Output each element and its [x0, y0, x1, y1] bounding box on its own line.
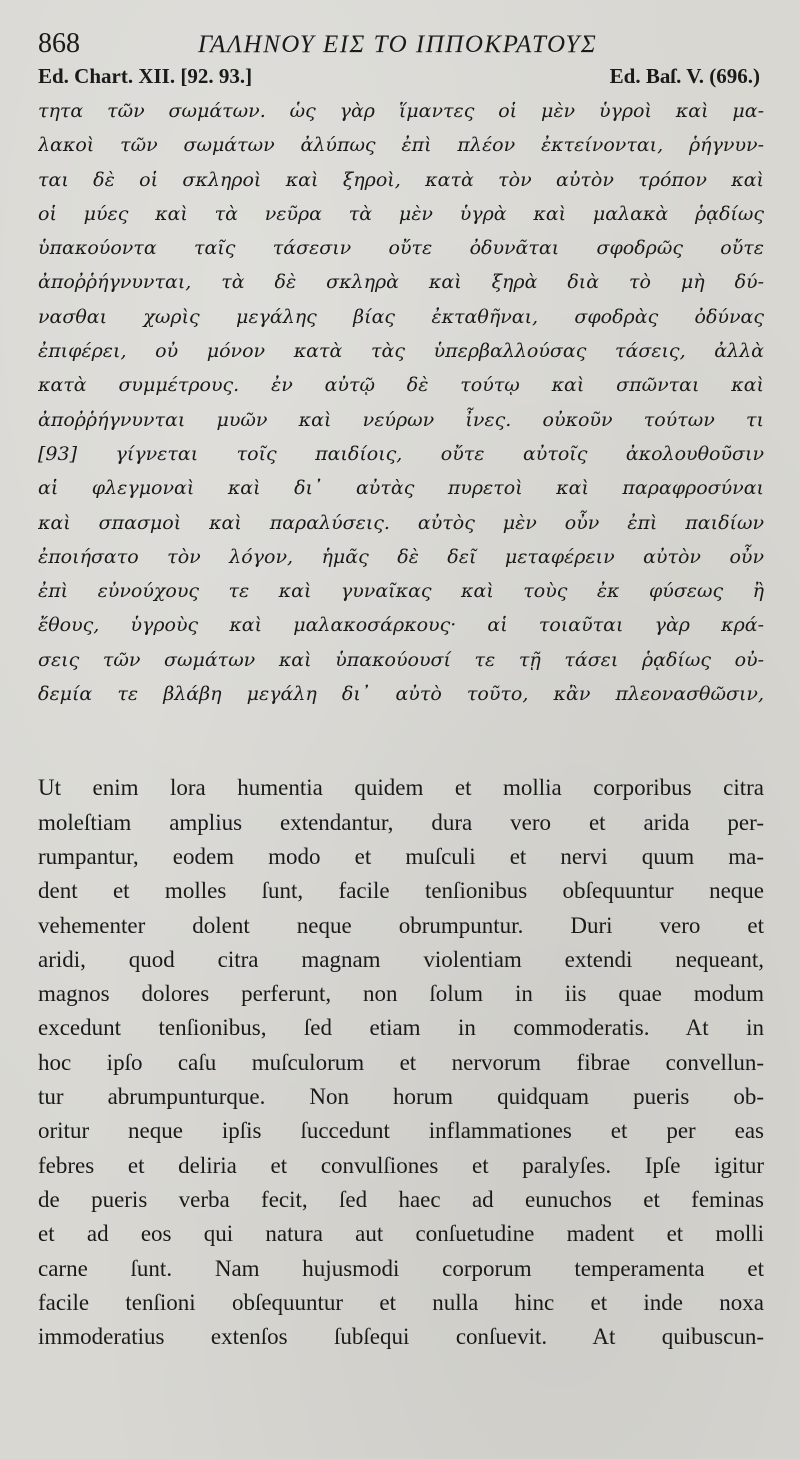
greek-text-block — [38, 94, 764, 711]
greek-text-line: ἔθους, ὑγροὺς καὶ μαλακοσάρκους· αἱ τοιαῦται γὰρ κρά- — [38, 614, 764, 637]
greek-text-line: [93] γίγνεται τοῖς παιδίοις, οὔτε αὐτοῖς ἀκολουθοῦσιν — [38, 442, 764, 465]
greek-text-line: ἐπὶ εὐνούχους τε καὶ γυναῖκας καὶ τοὺς ἐκ φύσεως ἢ — [38, 580, 764, 603]
greek-text-line: δεμία τε βλάβη μεγάλη δι᾽ αὐτὸ τοῦτο, κἂν πλεονασθῶσιν, — [38, 683, 764, 706]
running-head — [38, 28, 764, 64]
latin-text-line: excedunt tenſionibus, ſed etiam in commoderatis. At in — [38, 1015, 764, 1041]
running-title: ΓΑΛΗΝΟΥ ΕΙΣ ΤΟ ΙΠΠΟΚΡΑΤΟΥΣ — [198, 31, 598, 58]
greek-text-line: αἱ φλεγμοναὶ καὶ δι᾽ αὐτὰς πυρετοὶ καὶ παραφροσύναι — [38, 477, 764, 500]
greek-text-line: ἐπιφέρει, οὐ μόνον κατὰ τὰς ὑπερβαλλούσας τάσεις, ἀλλὰ — [38, 340, 764, 363]
greek-text-line: οἱ μύες καὶ τὰ νεῦρα τὰ μὲν ὑγρὰ καὶ μαλακὰ ῥᾳδίως — [38, 202, 764, 225]
page-number: 868 — [38, 28, 80, 59]
latin-text-line: Ut enim lora humentia quidem et mollia corporibus citra — [38, 775, 764, 801]
latin-text-line: hoc ipſo caſu muſculorum et nervorum fibrae convellun- — [38, 1049, 764, 1075]
latin-text-line: oritur neque ipſis ſuccedunt inflammationes et per eas — [38, 1118, 764, 1144]
greek-text-line: ἀποῤῥήγνυνται μυῶν καὶ νεύρων ἶνες. οὐκοῦν τούτων τι — [38, 408, 764, 431]
edition-line — [38, 64, 764, 94]
greek-text-line: σεις τῶν σωμάτων καὶ ὑπακούουσί τε τῇ τάσει ῥᾳδίως οὐ- — [38, 648, 764, 671]
latin-text-line: de pueris verba fecit, ſed haec ad eunuchos et feminas — [38, 1186, 764, 1212]
latin-text-line: et ad eos qui natura aut conſuetudine madent et molli — [38, 1221, 764, 1247]
greek-text-line: νασθαι χωρὶς μεγάλης βίας ἐκταθῆναι, σφοδρὰς ὀδύνας — [38, 305, 764, 328]
latin-text-line: aridi, quod citra magnam violentiam extendi nequeant, — [38, 946, 764, 972]
latin-text-line: magnos dolores perferunt, non ſolum in iis quae modum — [38, 981, 764, 1007]
edition-chartier: Ed. Chart. XII. [92. 93.] — [38, 64, 253, 88]
greek-text-line: ἐποιήσατο τὸν λόγον, ἡμᾶς δὲ δεῖ μεταφέρειν αὐτὸν οὖν — [38, 545, 764, 568]
greek-text-line: καὶ σπασμοὶ καὶ παραλύσεις. αὐτὸς μὲν οὖν ἐπὶ παιδίων — [38, 511, 764, 534]
latin-text-line: carne ſunt. Nam hujusmodi corporum temperamenta et — [38, 1255, 764, 1281]
latin-text-line: immoderatius extenſos ſubſequi conſuevit. At quibuscun- — [38, 1324, 764, 1350]
latin-text-line: tur abrumpunturque. Non horum quidquam pueris ob- — [38, 1084, 764, 1110]
latin-text-line: dent et molles ſunt, facile tenſionibus obſequuntur neque — [38, 878, 764, 904]
latin-text-line: febres et deliria et convulſiones et paralyſes. Ipſe igitur — [38, 1152, 764, 1178]
latin-text-line: moleſtiam amplius extendantur, dura vero et arida per- — [38, 809, 764, 835]
latin-text-block — [38, 771, 764, 1354]
column-gap — [38, 711, 764, 771]
latin-text-line: vehementer dolent neque obrumpuntur. Duri vero et — [38, 912, 764, 938]
edition-basel: Ed. Baſ. V. (696.) — [609, 64, 760, 88]
greek-text-line: τητα τῶν σωμάτων. ὡς γὰρ ἵμαντες οἱ μὲν ὑγροὶ καὶ μα- — [38, 100, 764, 122]
greek-text-line: κατὰ συμμέτρους. ἐν αὐτῷ δὲ τούτῳ καὶ σπῶνται καὶ — [38, 374, 764, 397]
latin-text-line: rumpantur, eodem modo et muſculi et nervi quum ma- — [38, 843, 764, 869]
greek-text-line: ται δὲ οἱ σκληροὶ καὶ ξηροὶ, κατὰ τὸν αὐτὸν τρόπον καὶ — [38, 168, 764, 191]
greek-text-line: λακοὶ τῶν σωμάτων ἀλύπως ἐπὶ πλέον ἐκτείνονται, ῥήγνυν- — [38, 134, 764, 157]
greek-text-line: ἀποῤῥήγνυνται, τὰ δὲ σκληρὰ καὶ ξηρὰ διὰ τὸ μὴ δύ- — [38, 271, 764, 294]
latin-text-line: facile tenſioni obſequuntur et nulla hinc et inde noxa — [38, 1289, 764, 1315]
greek-text-line: ὑπακούοντα ταῖς τάσεσιν οὔτε ὀδυνᾶται σφοδρῶς οὔτε — [38, 237, 764, 260]
